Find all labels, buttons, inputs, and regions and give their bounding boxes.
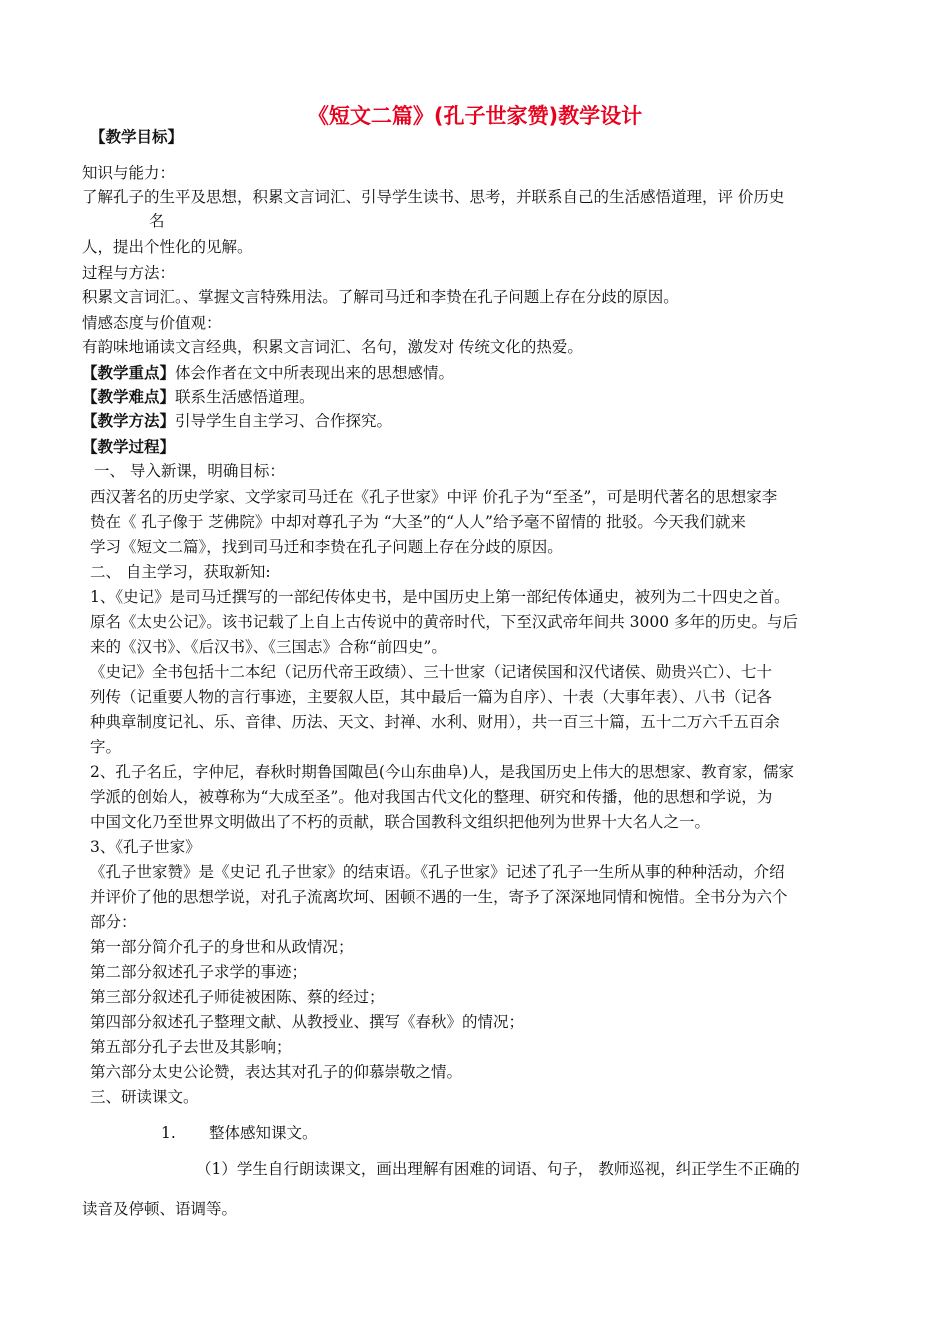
knowledge-heading: 知识与能力： xyxy=(82,164,176,182)
method-row xyxy=(82,410,392,432)
subsection-number: 1. xyxy=(161,1124,176,1142)
step1-line: 西汉著名的历史学家、文学家司马迁在《孔子世家》中评 价孔子为“至圣”，可是明代著名的思想家李 xyxy=(90,488,778,506)
confucius-line: 中国文化乃至世界文明做出了不朽的贡献，联合国教科文组织把他列为世界十大名人之一。 xyxy=(90,813,711,831)
key-point-text: 体会作者在文中所表现出来的思想感情。 xyxy=(175,364,455,382)
confucius-line: 学派的创始人，被尊称为“大成至圣”。他对我国古代文化的整理、研究和传播，他的思想和学说，为 xyxy=(90,788,773,806)
key-point-label: 【教学重点】 xyxy=(82,364,176,382)
process-text: 积累文言词汇。、掌握文言特殊用法。了解司马迁和李贽在孔子问题上存在分歧的原因。 xyxy=(82,288,679,306)
shijia-line: 并评价了他的思想学说，对孔子流离坎坷、困顿不遇的一生，寄予了深深地同情和惋惜。全书分为六个 xyxy=(90,888,788,906)
knowledge-text-wrap: 名 xyxy=(149,212,165,230)
part-item: 第三部分叙述孔子师徒被困陈、蔡的经过； xyxy=(90,988,385,1006)
step3-heading: 三、研读课文。 xyxy=(90,1088,199,1106)
method-text: 引导学生自主学习、合作探究。 xyxy=(175,412,393,430)
shiji-content-line: 字。 xyxy=(90,738,122,756)
emotion-heading: 情感态度与价值观： xyxy=(82,314,222,332)
shijia-line: 部分： xyxy=(90,913,137,931)
step1-heading: 一、 导入新课，明确目标： xyxy=(94,462,285,480)
teaching-goal-heading: 【教学目标】 xyxy=(90,128,184,146)
difficulty-row xyxy=(82,386,315,408)
reading-instruction-line1: （1）学生自行朗读课文，画出理解有困难的词语、句子， 教师巡视，纠正学生不正确的 xyxy=(196,1160,800,1178)
procedure-heading: 【教学过程】 xyxy=(82,438,176,456)
difficulty-text: 联系生活感悟道理。 xyxy=(175,388,315,406)
shiji-content-line: 种典章制度记礼、乐、音律、历法、天文、封禅、水利、财用），共一百三十篇，五十二万六千五百余 xyxy=(90,713,780,731)
part-item: 第四部分叙述孔子整理文献、从教授业、撰写《春秋》的情况； xyxy=(90,1013,525,1031)
knowledge-text-line2: 人，提出个性化的见解。 xyxy=(82,238,253,256)
shijia-heading: 3、《孔子世家》 xyxy=(90,838,201,856)
step2-heading: 二、 自主学习，获取新知: xyxy=(90,563,271,581)
part-item: 第六部分太史公论赞，表达其对孔子的仰慕崇敬之情。 xyxy=(90,1063,463,1081)
method-label: 【教学方法】 xyxy=(82,412,176,430)
shiji-content-line: 《史记》全书包括十二本纪（记历代帝王政绩）、三十世家（记诸侯国和汉代诸侯、勋贵兴亡）、七十 xyxy=(90,663,773,681)
confucius-line: 2、孔子名丘，字仲尼，春秋时期鲁国陬邑(今山东曲阜)人，是我国历史上伟大的思想家、教育家，儒家 xyxy=(90,763,794,781)
part-item: 第二部分叙述孔子求学的事迹； xyxy=(90,963,308,981)
shiji-content-line: 列传（记重要人物的言行事迹，主要叙人臣，其中最后一篇为自序）、十表（大事年表）、八书（记各 xyxy=(90,688,773,706)
step1-line: 贽在《 孔子像于 芝佛院》中却对尊孔子为 “大圣”的“人人”给予毫不留情的 批驳。今天我们就来 xyxy=(90,513,746,531)
shiji-line: 来的《汉书》、《后汉书》、《三国志》合称“前四史”。 xyxy=(90,638,447,656)
part-item: 第五部分孔子去世及其影响； xyxy=(90,1038,292,1056)
key-point-row xyxy=(82,362,454,384)
subsection-title: 整体感知课文。 xyxy=(209,1124,318,1142)
emotion-text: 有韵味地诵读文言经典，积累文言词汇、名句，激发对 传统文化的热爱。 xyxy=(82,338,583,356)
part-item: 第一部分简介孔子的身世和从政情况； xyxy=(90,938,354,956)
document-title: 《短文二篇》(孔子世家赞)教学设计 xyxy=(307,104,643,128)
difficulty-label: 【教学难点】 xyxy=(82,388,176,406)
shijia-line: 《孔子世家赞》是《史记 孔子世家》的结束语。《孔子世家》记述了孔子一生所从事的种种活动，介绍 xyxy=(90,863,785,881)
shiji-line: 1、《史记》是司马迁撰写的一部纪传体史书，是中国历史上第一部纪传体通史，被列为二十四史之首。 xyxy=(90,588,790,606)
process-heading: 过程与方法： xyxy=(82,264,176,282)
step1-line: 学习《短文二篇》，找到司马迁和李贽在孔子问题上存在分歧的原因。 xyxy=(90,538,563,556)
reading-instruction-line2: 读音及停顿、语调等。 xyxy=(82,1200,238,1218)
knowledge-text-line1: 了解孔子的生平及思想，积累文言词汇、引导学生读书、思考，并联系自己的生活感悟道理，评 价历史 xyxy=(82,188,785,206)
shiji-line: 原名《太史公记》。该书记载了上自上古传说中的黄帝时代，下至汉武帝年间共 3000 多年的历史。与后 xyxy=(90,613,799,631)
